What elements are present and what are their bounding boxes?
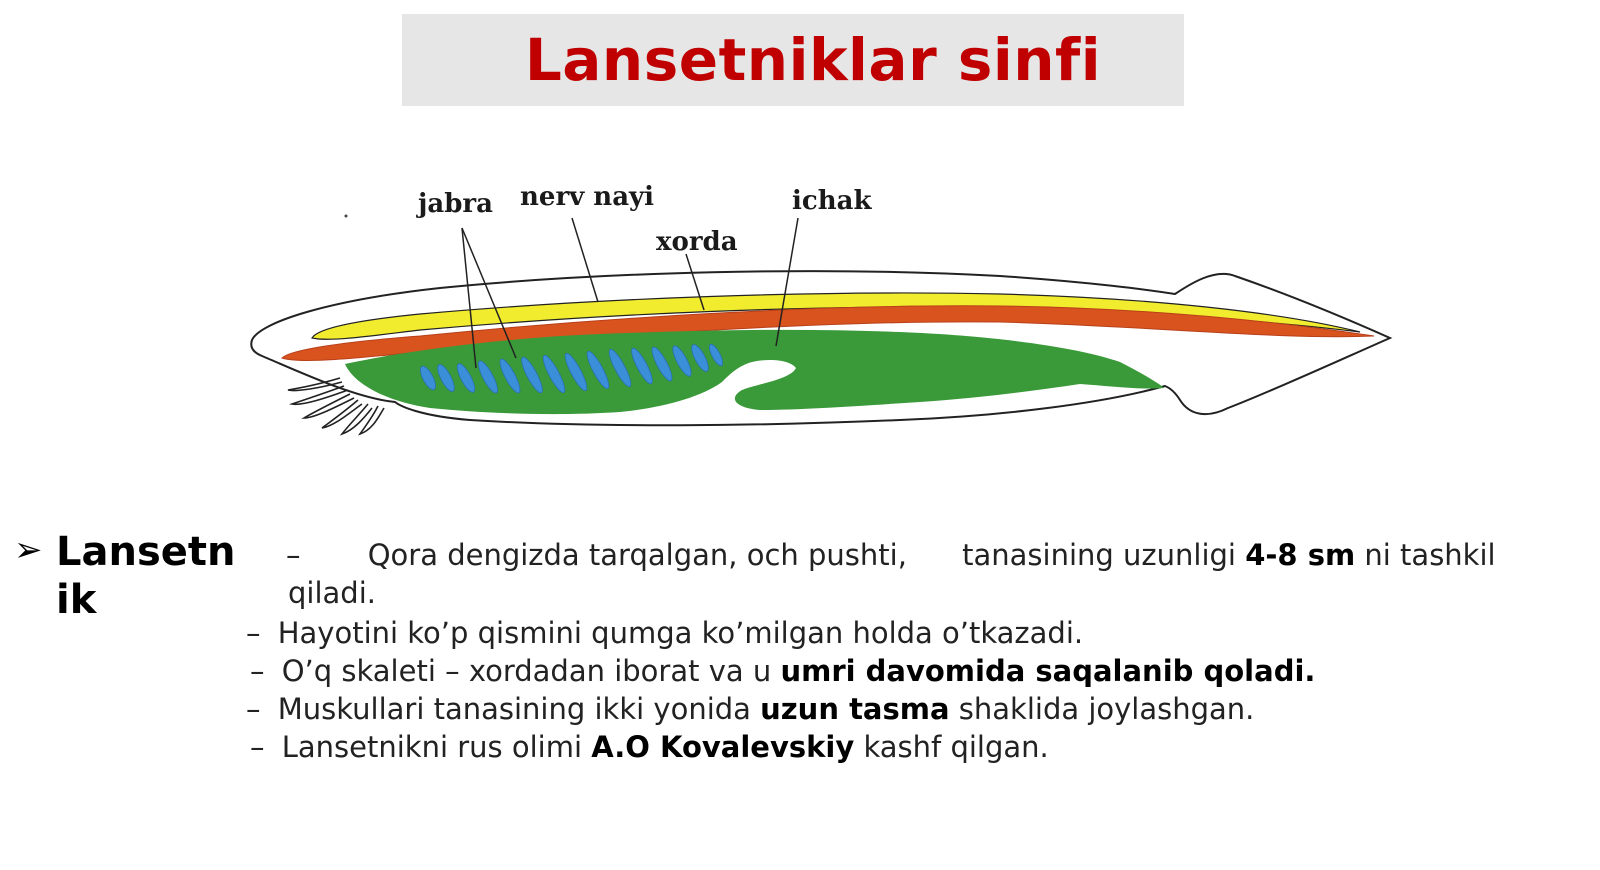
line-1 (286, 536, 1496, 574)
list-dash: – (250, 654, 265, 688)
line-1-text-b: tanasining uzunligi (962, 538, 1236, 572)
stray-dot (345, 215, 348, 218)
list-text: O’q skaleti – xordadan iborat va u (281, 654, 781, 688)
label-nerv-nayi: nerv nayi (520, 182, 655, 212)
list-bold: uzun tasma (760, 692, 950, 726)
list-dash: – (250, 730, 265, 764)
list-item (246, 690, 1254, 728)
slide-title: Lansetniklar sinfi (524, 26, 1102, 94)
label-jabra: jabra (418, 189, 493, 219)
list-text: Lansetnikni rus olimi (281, 730, 592, 764)
list-bold: A.O Kovalevskiy (591, 730, 855, 764)
label-ichak: ichak (792, 186, 872, 216)
list-item (250, 652, 1315, 690)
line-1-continuation: qiladi. (288, 576, 376, 610)
list-text: Muskullari tanasining ikki yonida (277, 692, 761, 726)
list-dash: – (246, 692, 261, 726)
list-text-after: kashf qilgan. (854, 730, 1049, 764)
bullet-arrow-icon: ➢ (14, 530, 43, 570)
list-item (250, 728, 1049, 766)
label-xorda: xorda (656, 227, 738, 257)
list-text-after: shaklida joylashgan. (949, 692, 1255, 726)
line-1-bold: 4-8 sm (1245, 538, 1356, 572)
list-dash: – (246, 616, 261, 650)
line-1-text-a: Qora dengizda tarqalgan, och pushti, (367, 538, 907, 572)
list-text: Hayotini ko’p qismini qumga ko’milgan holda o’tkazadi. (277, 616, 1084, 650)
term-heading: Lansetnik (56, 529, 236, 623)
list-bold: umri davomida saqalanib qoladi. (780, 654, 1316, 688)
line-1-dash: – (286, 538, 301, 572)
line-1-text-c: ni tashkil (1364, 538, 1496, 572)
list-item (246, 614, 1083, 652)
